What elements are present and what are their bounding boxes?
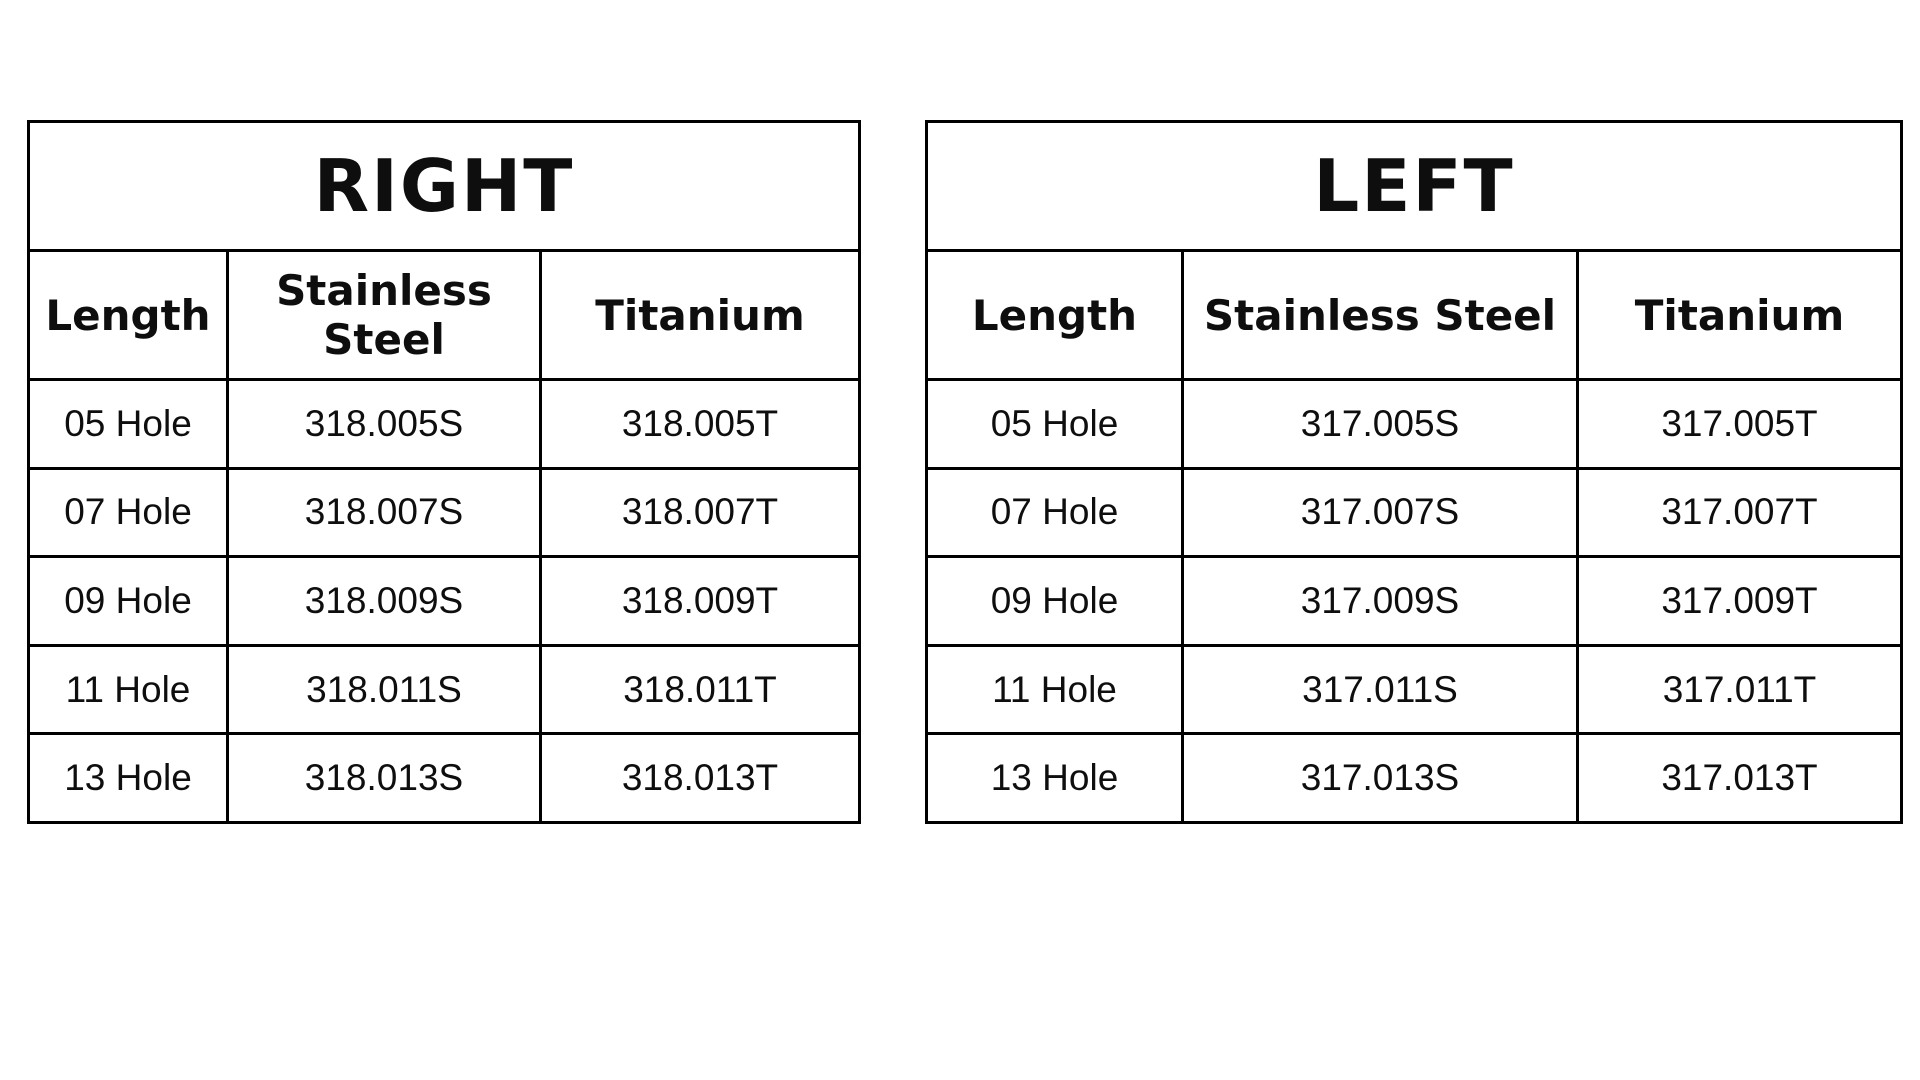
cell-stainless-steel: 318.007S [229,470,539,556]
cell-stainless-steel: 317.013S [1184,735,1576,821]
cell-titanium: 318.011T [542,647,858,733]
cell-stainless-steel: 317.007S [1184,470,1576,556]
right-table-title: RIGHT [30,123,858,249]
cell-titanium: 318.013T [542,735,858,821]
cell-length: 07 Hole [928,470,1181,556]
cell-titanium: 317.005T [1579,381,1900,467]
cell-titanium: 317.011T [1579,647,1900,733]
cell-length: 05 Hole [928,381,1181,467]
cell-stainless-steel: 317.009S [1184,558,1576,644]
cell-titanium: 317.007T [1579,470,1900,556]
cell-length: 07 Hole [30,470,226,556]
right-table [27,120,861,824]
column-header-titanium: Titanium [1579,252,1900,378]
cell-length: 11 Hole [30,647,226,733]
cell-titanium: 317.009T [1579,558,1900,644]
column-header-length: Length [30,252,226,378]
column-header-titanium: Titanium [542,252,858,378]
column-header-stainless-steel: Stainless Steel [229,252,539,378]
cell-titanium: 317.013T [1579,735,1900,821]
cell-length: 13 Hole [30,735,226,821]
cell-length: 11 Hole [928,647,1181,733]
cell-length: 09 Hole [30,558,226,644]
cell-stainless-steel: 317.005S [1184,381,1576,467]
cell-stainless-steel: 317.011S [1184,647,1576,733]
cell-length: 05 Hole [30,381,226,467]
cell-titanium: 318.007T [542,470,858,556]
cell-stainless-steel: 318.009S [229,558,539,644]
cell-stainless-steel: 318.005S [229,381,539,467]
cell-length: 09 Hole [928,558,1181,644]
left-table [925,120,1903,824]
cell-stainless-steel: 318.013S [229,735,539,821]
column-header-length: Length [928,252,1181,378]
cell-stainless-steel: 318.011S [229,647,539,733]
left-table-title: LEFT [928,123,1900,249]
cell-length: 13 Hole [928,735,1181,821]
cell-titanium: 318.005T [542,381,858,467]
column-header-stainless-steel: Stainless Steel [1184,252,1576,378]
cell-titanium: 318.009T [542,558,858,644]
